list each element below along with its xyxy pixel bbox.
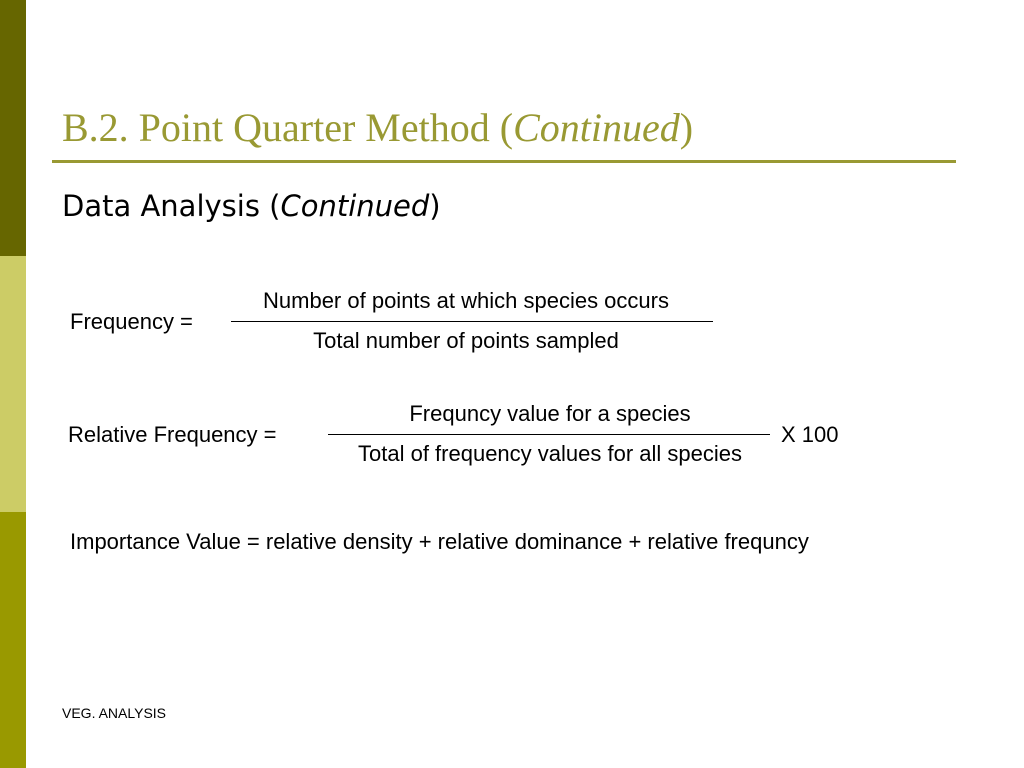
slide-title-main: B.2. Point Quarter Method ( (62, 105, 514, 150)
relative-frequency-fraction-bar (328, 434, 770, 435)
slide-subtitle-italic: Continued (280, 189, 430, 223)
frequency-denominator: Total number of points sampled (313, 328, 619, 353)
title-underline (52, 160, 956, 163)
slide-title-close: ) (679, 105, 694, 150)
relative-frequency-multiplier: X 100 (781, 422, 839, 447)
slide-title-italic: Continued (513, 105, 680, 150)
frequency-numerator: Number of points at which species occurs (263, 288, 669, 313)
sidebar-decoration (0, 0, 26, 768)
relative-frequency-numerator: Frequncy value for a species (409, 401, 691, 426)
slide-subtitle-close: ) (429, 189, 441, 223)
slide-subtitle (62, 186, 441, 226)
slide-subtitle-main: Data Analysis ( (62, 189, 281, 223)
slide-title (62, 102, 693, 154)
relative-frequency-label: Relative Frequency = (68, 422, 277, 447)
frequency-fraction-bar (231, 321, 713, 322)
slide-footer: VEG. ANALYSIS (62, 705, 167, 721)
importance-value-formula: Importance Value = relative density + relative dominance + relative frequncy (70, 529, 809, 554)
sidebar-band-top (0, 0, 26, 256)
sidebar-band-bottom (0, 512, 26, 768)
sidebar-band-middle (0, 256, 26, 512)
relative-frequency-denominator: Total of frequency values for all species (358, 441, 742, 466)
frequency-label: Frequency = (70, 309, 193, 334)
